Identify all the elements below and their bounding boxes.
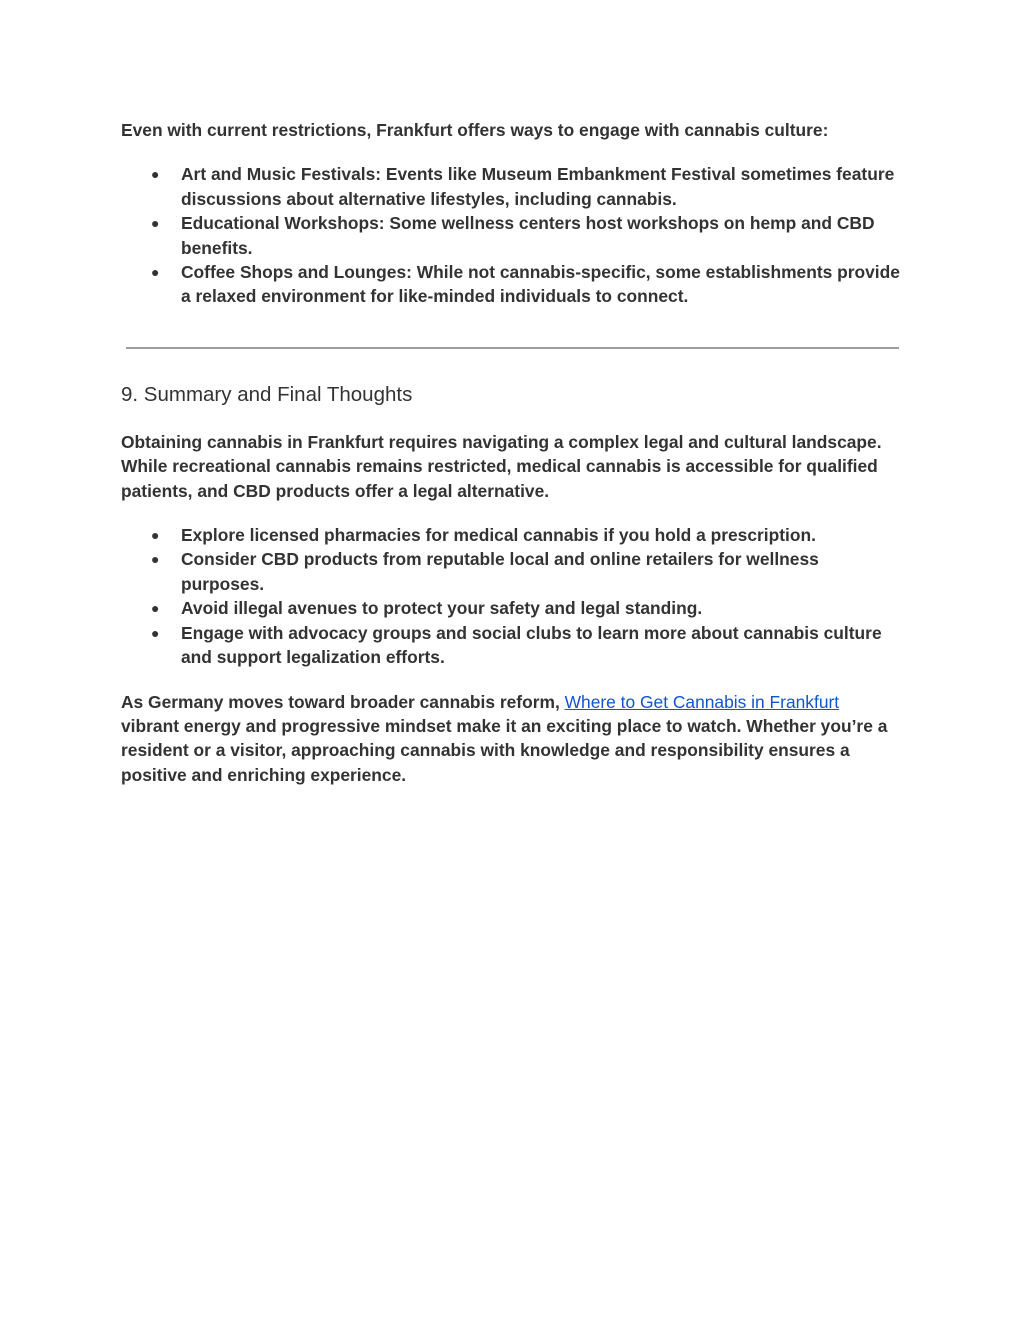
cannabis-frankfurt-link[interactable]: Where to Get Cannabis in Frankfurt <box>564 691 840 712</box>
list-item <box>121 260 901 309</box>
summary-list <box>121 523 901 669</box>
list-item <box>121 596 901 620</box>
bullet-icon: ● <box>151 551 160 568</box>
bullet-icon: ● <box>151 166 160 183</box>
bullet-icon: ● <box>151 215 160 232</box>
section-divider <box>126 347 899 349</box>
bullet-icon: ● <box>151 264 160 281</box>
intro-paragraph: Even with current restrictions, Frankfurt offers ways to engage with cannabis culture: <box>121 120 829 140</box>
closing-text-end: vibrant energy and progressive mindset make it an exciting place to watch. Whether you’re a resident or a visitor, approaching cannabis with knowledge and responsibility ensures a positive and enriching experience. <box>121 715 888 785</box>
list-item-text: Avoid illegal avenues to protect your safety and legal standing. <box>181 598 703 619</box>
list-item <box>121 621 901 670</box>
bullet-icon: ● <box>151 527 160 544</box>
list-item-text: Coffee Shops and Lounges: While not cannabis-specific, some establishments provide a relaxed environment for like-minded individuals to connect. <box>181 262 900 307</box>
section-heading: 9. Summary and Final Thoughts <box>121 382 413 406</box>
list-item-text: Explore licensed pharmacies for medical cannabis if you hold a prescription. <box>181 525 816 546</box>
closing-paragraph <box>121 690 901 788</box>
bullet-icon: ● <box>151 624 160 641</box>
document-page <box>121 118 901 787</box>
list-item-text: Educational Workshops: Some wellness centers host workshops on hemp and CBD benefits. <box>181 213 875 258</box>
culture-list <box>121 162 901 308</box>
closing-text-start: As Germany moves toward broader cannabis reform, <box>121 691 565 712</box>
list-item <box>121 162 901 211</box>
list-item-text: Consider CBD products from reputable local and online retailers for wellness purposes. <box>181 549 819 594</box>
list-item <box>121 211 901 260</box>
bullet-icon: ● <box>151 600 160 617</box>
list-item <box>121 547 901 596</box>
list-item-text: Art and Music Festivals: Events like Museum Embankment Festival sometimes feature discussions about alternative lifestyles, including cannabis. <box>181 164 895 209</box>
list-item-text: Engage with advocacy groups and social clubs to learn more about cannabis culture and support legalization efforts. <box>181 622 882 668</box>
list-item <box>121 523 901 547</box>
summary-paragraph: Obtaining cannabis in Frankfurt requires navigating a complex legal and cultural landscape. While recreational cannabis remains restricted, medical cannabis is accessible for qualified patients, and CBD products offer a legal alternative. <box>121 431 882 501</box>
